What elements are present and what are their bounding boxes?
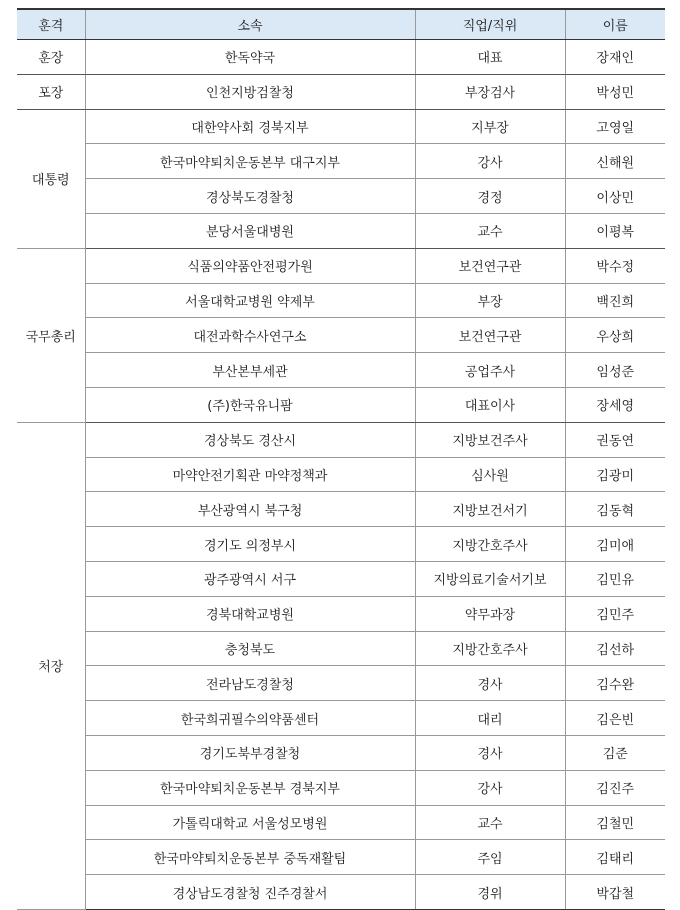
position-cell: 심사원 xyxy=(415,457,565,492)
award-table-container xyxy=(17,8,665,910)
position-cell: 부장 xyxy=(415,283,565,318)
table-row xyxy=(17,318,665,353)
position-cell: 지방의료기술서기보 xyxy=(415,561,565,596)
table-row xyxy=(17,840,665,875)
position-cell: 지방보건서기 xyxy=(415,492,565,527)
position-cell: 교수 xyxy=(415,805,565,840)
header-name: 이름 xyxy=(565,9,665,40)
table-row xyxy=(17,631,665,666)
table-row xyxy=(17,109,665,144)
award-cell: 국무총리 xyxy=(17,248,85,422)
affiliation-cell: 대한약사회 경북지부 xyxy=(85,109,415,144)
position-cell: 경사 xyxy=(415,735,565,770)
affiliation-cell: 전라남도경찰청 xyxy=(85,666,415,701)
name-cell: 임성준 xyxy=(565,353,665,388)
position-cell: 교수 xyxy=(415,213,565,248)
position-cell: 보건연구관 xyxy=(415,318,565,353)
name-cell: 박갑철 xyxy=(565,875,665,910)
position-cell: 부장검사 xyxy=(415,74,565,109)
affiliation-cell: 한국마약퇴치운동본부 대구지부 xyxy=(85,144,415,179)
affiliation-cell: 경상북도경찰청 xyxy=(85,179,415,214)
name-cell: 김수완 xyxy=(565,666,665,701)
name-cell: 김민유 xyxy=(565,561,665,596)
name-cell: 박수정 xyxy=(565,248,665,283)
name-cell: 우상희 xyxy=(565,318,665,353)
table-row xyxy=(17,422,665,457)
table-row xyxy=(17,770,665,805)
table-row xyxy=(17,492,665,527)
name-cell: 이상민 xyxy=(565,179,665,214)
affiliation-cell: 경상남도경찰청 진주경찰서 xyxy=(85,875,415,910)
name-cell: 김미애 xyxy=(565,527,665,562)
position-cell: 지부장 xyxy=(415,109,565,144)
name-cell: 고영일 xyxy=(565,109,665,144)
position-cell: 주임 xyxy=(415,840,565,875)
name-cell: 김동혁 xyxy=(565,492,665,527)
affiliation-cell: 한국마약퇴치운동본부 경북지부 xyxy=(85,770,415,805)
affiliation-cell: 식품의약품안전평가원 xyxy=(85,248,415,283)
award-cell: 처장 xyxy=(17,422,85,909)
affiliation-cell: (주)한국유니팜 xyxy=(85,387,415,422)
name-cell: 김광미 xyxy=(565,457,665,492)
position-cell: 보건연구관 xyxy=(415,248,565,283)
name-cell: 김민주 xyxy=(565,596,665,631)
table-row xyxy=(17,561,665,596)
position-cell: 경위 xyxy=(415,875,565,910)
affiliation-cell: 경기도 의정부시 xyxy=(85,527,415,562)
name-cell: 백진희 xyxy=(565,283,665,318)
table-row xyxy=(17,457,665,492)
affiliation-cell: 한국마약퇴치운동본부 중독재활팀 xyxy=(85,840,415,875)
table-row xyxy=(17,213,665,248)
position-cell: 대표 xyxy=(415,40,565,75)
name-cell: 김진주 xyxy=(565,770,665,805)
affiliation-cell: 경기도북부경찰청 xyxy=(85,735,415,770)
table-row xyxy=(17,701,665,736)
name-cell: 장세영 xyxy=(565,387,665,422)
affiliation-cell: 부산광역시 북구청 xyxy=(85,492,415,527)
affiliation-cell: 충청북도 xyxy=(85,631,415,666)
affiliation-cell: 분당서울대병원 xyxy=(85,213,415,248)
name-cell: 김철민 xyxy=(565,805,665,840)
table-row xyxy=(17,666,665,701)
name-cell: 권동연 xyxy=(565,422,665,457)
name-cell: 이평복 xyxy=(565,213,665,248)
name-cell: 김태리 xyxy=(565,840,665,875)
award-cell: 훈장 xyxy=(17,40,85,75)
name-cell: 장재인 xyxy=(565,40,665,75)
table-row xyxy=(17,805,665,840)
table-header-row xyxy=(17,9,665,40)
table-row xyxy=(17,527,665,562)
table-row xyxy=(17,735,665,770)
affiliation-cell: 대전과학수사연구소 xyxy=(85,318,415,353)
header-award: 훈격 xyxy=(17,9,85,40)
affiliation-cell: 경상북도 경산시 xyxy=(85,422,415,457)
position-cell: 공업주사 xyxy=(415,353,565,388)
table-row xyxy=(17,179,665,214)
affiliation-cell: 한독약국 xyxy=(85,40,415,75)
award-cell: 대통령 xyxy=(17,109,85,248)
table-row xyxy=(17,875,665,910)
affiliation-cell: 광주광역시 서구 xyxy=(85,561,415,596)
table-row xyxy=(17,40,665,75)
position-cell: 경사 xyxy=(415,666,565,701)
affiliation-cell: 부산본부세관 xyxy=(85,353,415,388)
name-cell: 신해원 xyxy=(565,144,665,179)
position-cell: 지방보건주사 xyxy=(415,422,565,457)
table-row xyxy=(17,387,665,422)
affiliation-cell: 경북대학교병원 xyxy=(85,596,415,631)
position-cell: 경정 xyxy=(415,179,565,214)
table-row xyxy=(17,248,665,283)
table-row xyxy=(17,353,665,388)
position-cell: 대리 xyxy=(415,701,565,736)
affiliation-cell: 가톨릭대학교 서울성모병원 xyxy=(85,805,415,840)
name-cell: 김은빈 xyxy=(565,701,665,736)
table-row xyxy=(17,283,665,318)
award-cell: 포장 xyxy=(17,74,85,109)
name-cell: 김선하 xyxy=(565,631,665,666)
affiliation-cell: 한국희귀필수의약품센터 xyxy=(85,701,415,736)
table-row xyxy=(17,144,665,179)
position-cell: 지방간호주사 xyxy=(415,631,565,666)
header-affiliation: 소속 xyxy=(85,9,415,40)
position-cell: 강사 xyxy=(415,144,565,179)
position-cell: 약무과장 xyxy=(415,596,565,631)
position-cell: 강사 xyxy=(415,770,565,805)
position-cell: 지방간호주사 xyxy=(415,527,565,562)
affiliation-cell: 인천지방검찰청 xyxy=(85,74,415,109)
name-cell: 박성민 xyxy=(565,74,665,109)
header-position: 직업/직위 xyxy=(415,9,565,40)
affiliation-cell: 서울대학교병원 약제부 xyxy=(85,283,415,318)
name-cell: 김준 xyxy=(565,735,665,770)
table-row xyxy=(17,74,665,109)
table-body xyxy=(17,40,665,910)
table-row xyxy=(17,596,665,631)
position-cell: 대표이사 xyxy=(415,387,565,422)
affiliation-cell: 마약안전기획관 마약정책과 xyxy=(85,457,415,492)
award-table xyxy=(17,8,665,910)
